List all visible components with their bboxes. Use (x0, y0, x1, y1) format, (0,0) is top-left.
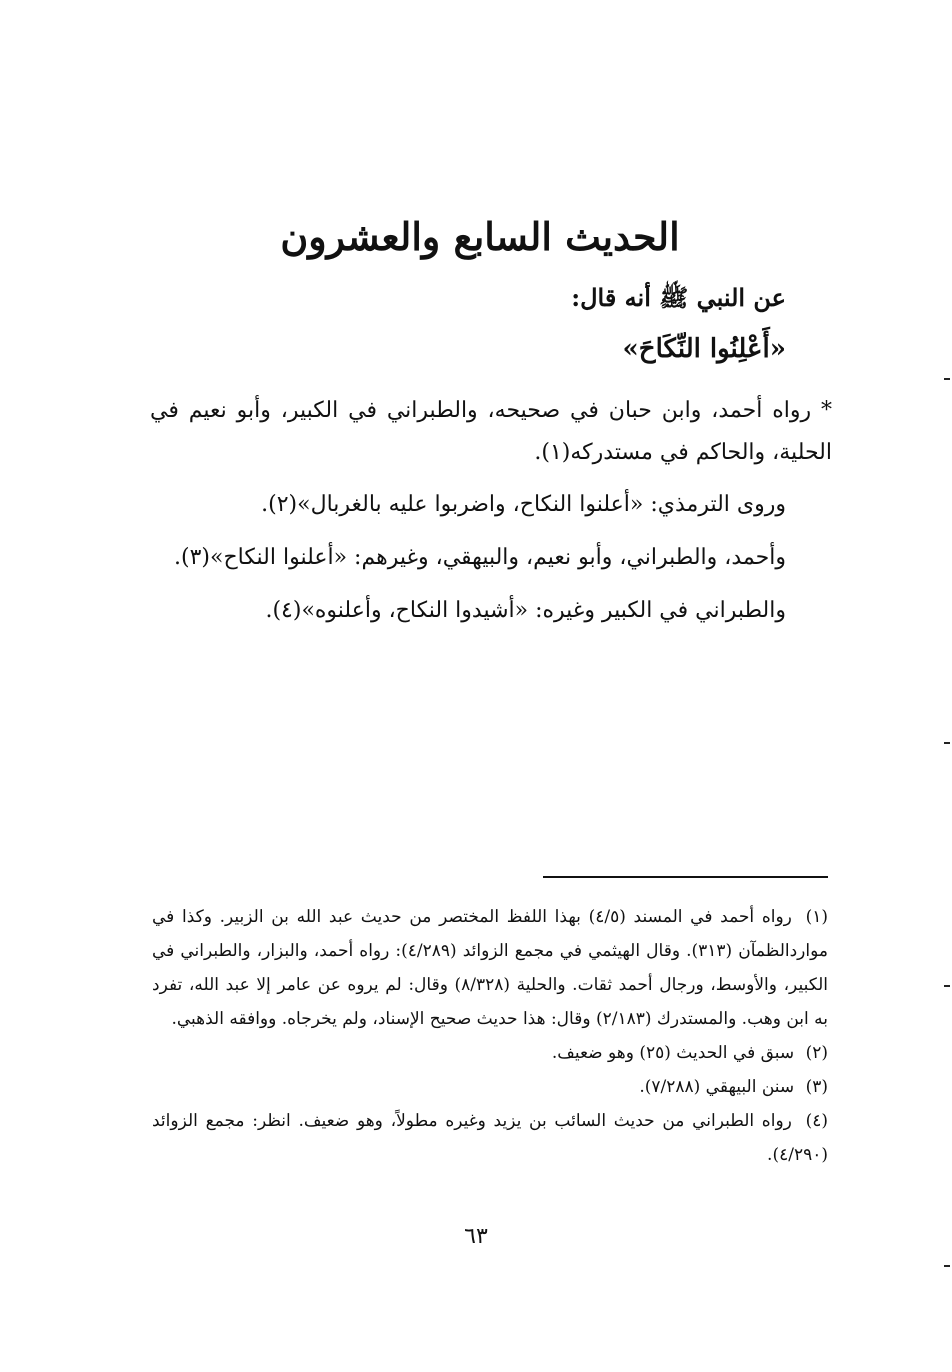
scan-edge-mark (944, 742, 950, 744)
footnote-divider (543, 876, 828, 878)
scan-edge-mark (944, 378, 950, 380)
hadith-intro: عن النبي ﷺ أنه قال: (571, 283, 786, 312)
footnote-number: (٤) (805, 1111, 828, 1131)
narration-paragraph-1: * رواه أحمد، وابن حبان في صحيحه، والطبراني في الكبير، وأبو نعيم في الحلية، والحاكم في مستدركه(١). (150, 398, 832, 465)
footnote-text: رواه أحمد في المسند (٤/٥) بهذا اللفظ المختصر من حديث عبد الله بن الزبير. وكذا في مواردالظمآن (٣١٣). وقال الهيثمي في مجمع الزوائد (٤/٢٨٩): رواه أحمد، والبزار، والطبراني في الكبير، والأوسط، ورجال أحمد ثقات. والحلية (٨/٣٢٨) وقال: لم يروه عن عامر إلا عبد الله، تفرد به ابن وهب. والمستدرك (٢/١٨٣) وقال: هذا حديث صحيح الإسناد، ولم يخرجاه. ووافقه الذهبي. (152, 907, 828, 1029)
footnotes (152, 900, 828, 1172)
narration-paragraph-4: والطبراني في الكبير وغيره: «أشيدوا النكاح، وأعلنوه»(٤). (265, 598, 786, 623)
footnote-number: (١) (805, 907, 828, 927)
scan-edge-mark (944, 985, 950, 987)
footnote-1 (152, 900, 828, 1036)
hadith-text: «أَعْلِنُوا النِّكَاحَ» (622, 334, 786, 364)
scan-edge-mark (944, 1265, 950, 1267)
footnote-4 (152, 1104, 828, 1172)
narration-paragraph-2: وروى الترمذي: «أعلنوا النكاح، واضربوا عليه بالغربال»(٢). (261, 492, 786, 517)
hadith-title: الحديث السابع والعشرون (280, 214, 680, 259)
footnote-text: سبق في الحديث (٢٥) وهو ضعيف. (551, 1043, 795, 1063)
page-number: ٦٣ (464, 1224, 488, 1249)
footnote-2 (152, 1036, 828, 1070)
footnote-text: سنن البيهقي (٧/٢٨٨). (639, 1077, 795, 1097)
narration-paragraph-3: وأحمد، والطبراني، وأبو نعيم، والبيهقي، وغيرهم: «أعلنوا النكاح»(٣). (174, 545, 786, 570)
footnote-text: رواه الطبراني من حديث السائب بن يزيد وغيره مطولاً، وهو ضعيف. انظر: مجمع الزوائد (٤/٢٩٠). (152, 1111, 828, 1165)
footnote-number: (٢) (805, 1043, 828, 1063)
footnote-3 (152, 1070, 828, 1104)
footnote-number: (٣) (805, 1077, 828, 1097)
